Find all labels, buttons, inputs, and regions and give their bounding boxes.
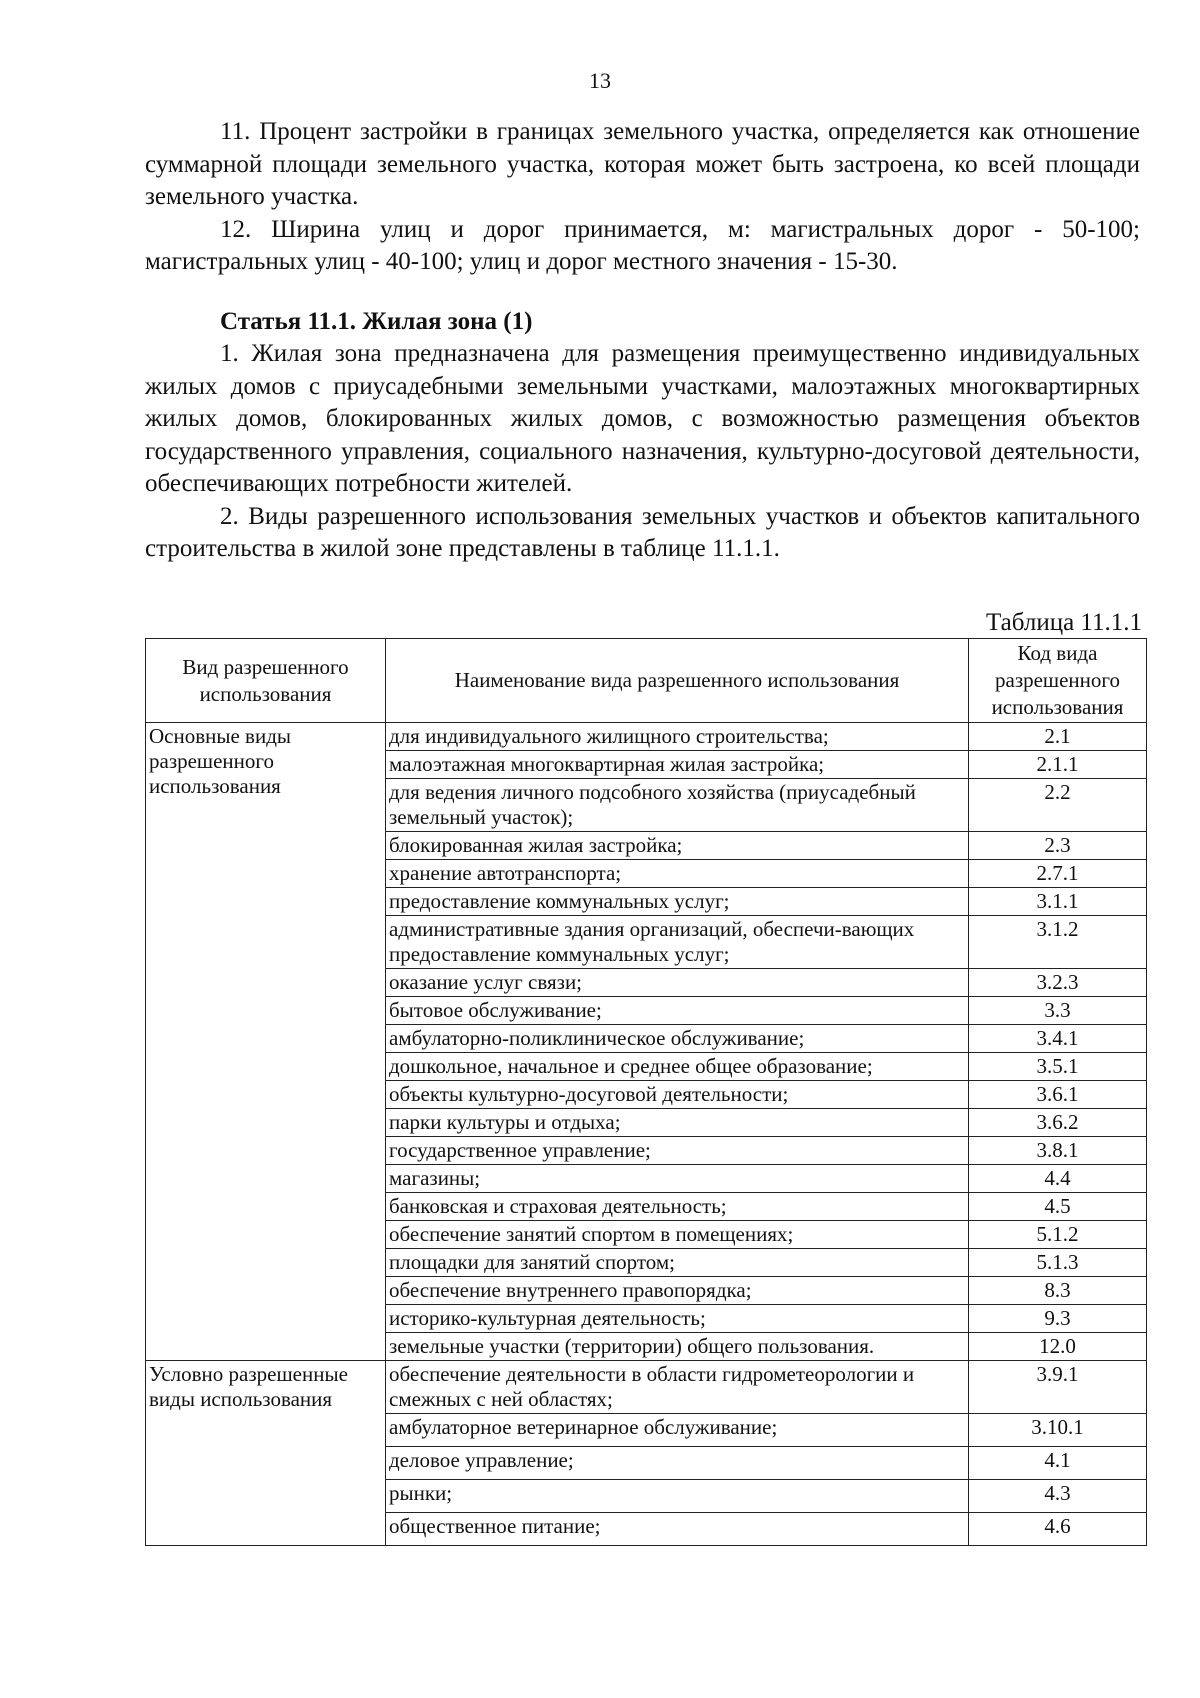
usage-name-cell: магазины;: [386, 1165, 969, 1193]
header-usage-code: Код вида разрешенного использования: [969, 639, 1147, 723]
usage-code-cell: 4.3: [969, 1480, 1147, 1513]
usage-code-cell: 2.1: [969, 723, 1147, 751]
article-paragraph-1: 1. Жилая зона предназначена для размещения преимущественно индивидуальных жилых домов с приусадебными земельными участками, малоэтажных многоквартирных жилых домов, блокированных жилых домов, с возможностью размещения объектов государственного управления, социального назначения, культурно-досуговой деятельности, обеспечивающих потребности жителей.: [145, 340, 1140, 497]
usage-name-cell: дошкольное, начальное и среднее общее образование;: [386, 1053, 969, 1081]
usage-name-cell: рынки;: [386, 1480, 969, 1513]
usage-name-cell: амбулаторно-поликлиническое обслуживание;: [386, 1025, 969, 1053]
usage-name-cell: обеспечение занятий спортом в помещениях;: [386, 1221, 969, 1249]
usage-name-cell: обеспечение деятельности в области гидрометеорологии и смежных с ней областях;: [386, 1361, 969, 1414]
usage-code-cell: 3.5.1: [969, 1053, 1147, 1081]
usage-name-cell: оказание услуг связи;: [386, 969, 969, 997]
usage-name-cell: историко-культурная деятельность;: [386, 1305, 969, 1333]
usage-name-cell: объекты культурно-досуговой деятельности;: [386, 1081, 969, 1109]
usage-code-cell: 2.7.1: [969, 860, 1147, 888]
usage-code-cell: 3.2.3: [969, 969, 1147, 997]
paragraph-11: 11. Процент застройки в границах земельного участка, определяется как отношение суммарной площади земельного участка, которая может быть застроена, ко всей площади земельного участка.: [145, 118, 1140, 210]
usage-name-cell: площадки для занятий спортом;: [386, 1249, 969, 1277]
usage-code-cell: 3.10.1: [969, 1414, 1147, 1447]
usage-name-cell: государственное управление;: [386, 1137, 969, 1165]
table-caption: Таблица 11.1.1: [986, 609, 1142, 636]
usage-code-cell: 3.6.1: [969, 1081, 1147, 1109]
usage-name-cell: обеспечение внутреннего правопорядка;: [386, 1277, 969, 1305]
article-title: Статья 11.1. Жилая зона (1): [220, 307, 533, 335]
usage-code-cell: 5.1.3: [969, 1249, 1147, 1277]
document-body: [145, 116, 1140, 566]
usage-code-cell: 3.1.2: [969, 916, 1147, 969]
usage-code-cell: 4.1: [969, 1447, 1147, 1480]
table-row: [146, 1361, 1147, 1414]
table-row: [146, 723, 1147, 751]
usage-name-cell: бытовое обслуживание;: [386, 997, 969, 1025]
usage-name-cell: малоэтажная многоквартирная жилая застройка;: [386, 751, 969, 779]
usage-group-label: Условно разрешенные виды использования: [146, 1361, 386, 1546]
usage-group-label: Основные виды разрешенного использования: [146, 723, 386, 1361]
usage-code-cell: 2.1.1: [969, 751, 1147, 779]
usage-code-cell: 3.4.1: [969, 1025, 1147, 1053]
usage-types-table: [145, 638, 1147, 1546]
page-number: 13: [589, 68, 611, 93]
usage-name-cell: деловое управление;: [386, 1447, 969, 1480]
usage-code-cell: 3.9.1: [969, 1361, 1147, 1414]
usage-code-cell: 3.8.1: [969, 1137, 1147, 1165]
usage-name-cell: хранение автотранспорта;: [386, 860, 969, 888]
usage-code-cell: 2.2: [969, 779, 1147, 832]
usage-code-cell: 2.3: [969, 832, 1147, 860]
table-header-row: [146, 639, 1147, 723]
usage-name-cell: банковская и страховая деятельность;: [386, 1193, 969, 1221]
usage-code-cell: 12.0: [969, 1333, 1147, 1361]
usage-name-cell: административные здания организаций, обеспечи-вающих предоставление коммунальных услуг;: [386, 916, 969, 969]
usage-code-cell: 3.3: [969, 997, 1147, 1025]
usage-code-cell: 4.5: [969, 1193, 1147, 1221]
usage-name-cell: предоставление коммунальных услуг;: [386, 888, 969, 916]
usage-name-cell: амбулаторное ветеринарное обслуживание;: [386, 1414, 969, 1447]
usage-name-cell: для ведения личного подсобного хозяйства (приусадебный земельный участок);: [386, 779, 969, 832]
article-paragraph-2: 2. Виды разрешенного использования земельных участков и объектов капитального строительства в жилой зоне представлены в таблице 11.1.1.: [145, 502, 1140, 562]
usage-code-cell: 4.4: [969, 1165, 1147, 1193]
header-usage-kind: Вид разрешенного использования: [146, 639, 386, 723]
usage-code-cell: 9.3: [969, 1305, 1147, 1333]
table-body: [146, 723, 1147, 1546]
usage-code-cell: 5.1.2: [969, 1221, 1147, 1249]
usage-name-cell: для индивидуального жилищного строительства;: [386, 723, 969, 751]
usage-code-cell: 8.3: [969, 1277, 1147, 1305]
paragraph-12: 12. Ширина улиц и дорог принимается, м: магистральных дорог - 50-100; магистральных улиц - 40-100; улиц и дорог местного значения - 15-30.: [145, 215, 1140, 275]
header-usage-name: Наименование вида разрешенного использования: [386, 639, 969, 723]
usage-name-cell: общественное питание;: [386, 1513, 969, 1546]
usage-name-cell: парки культуры и отдыха;: [386, 1109, 969, 1137]
usage-code-cell: 4.6: [969, 1513, 1147, 1546]
usage-code-cell: 3.6.2: [969, 1109, 1147, 1137]
usage-name-cell: блокированная жилая застройка;: [386, 832, 969, 860]
usage-name-cell: земельные участки (территории) общего пользования.: [386, 1333, 969, 1361]
usage-code-cell: 3.1.1: [969, 888, 1147, 916]
